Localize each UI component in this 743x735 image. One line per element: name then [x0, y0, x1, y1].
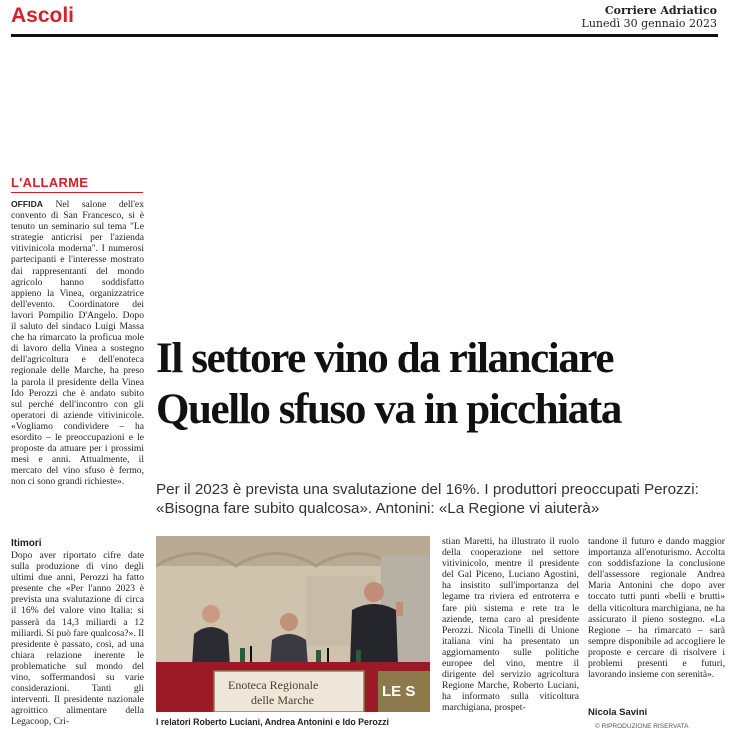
publication-date: Lunedì 30 gennaio 2023 [581, 17, 717, 30]
subheading: Itimori [11, 538, 42, 549]
body-column-1: Dopo aver riportato cifre date sulla produzione di vino degli ultimi due anni, Perozzi ha fatto presente che «Per l'anno 2023 è prevista una svalutazione di circa il 16% del valore vino Italia: si passerà da 14,3 miliardi a 12 miliardi. Si può fare qualcosa?». Il presidente è passato, così, ad una chiara relazione inerente le problematiche sul mondo del vino, soffermandosi su varie considerazioni. Tanti gli interventi. Il presidente nazionale agroittico alimentare della Legacoop, Cri- [11, 550, 144, 728]
headline [156, 333, 726, 435]
photo-caption: I relatori Roberto Luciani, Andrea Antonini e Ido Perozzi [156, 717, 389, 727]
banner-text-2: delle Marche [251, 693, 314, 707]
headline-line-2: Quello sfuso va in picchiata [156, 386, 621, 433]
newspaper-name: Corriere Adriatico [604, 4, 717, 17]
body-column-3: tandone il futuro e dando maggior importanza all'enoturismo. Accolta con soddisfazione la conclusione dell'assessore regionale Andrea Maria Antonini che dopo aver toccato tutti punti «belli e brutti» della viticoltura marchigiana, ne ha assicurato il pieno sostegno. «La Regione – ha rimarcato – sarà sempre disponibile ad accogliere le proposte e cercare di risolvere i problemi presenti e futuri, lavorando insieme con serenità». [588, 536, 725, 681]
kicker-divider [11, 192, 143, 193]
conference-scene [156, 536, 430, 712]
body-column-2: stian Maretti, ha illustrato il ruolo della cooperazione nel settore vitivinicolo, mentre il presidente del Gal Piceno, Luciano Agostini, ha insistito sull'importanza del legame tra riviera ed entroterra e fare più sistema e rete tra le aziende, tema caro al presidente Perozzi. Nicola Tinelli di Unione italiana vini ha presentato un aggiornamento sulle politiche europee del vino, mentre il dirigente del servizio agricoltura Regione Marche, Roberto Luciani, ha informato sulla viticoltura marchigiana, prospet- [442, 536, 579, 714]
masthead [582, 4, 717, 30]
intro-text: Nel salone dell'ex convento di San Francesco, si è tenuto un seminario sul tema "Le strategie anticrisi per l'azienda vitivinicola moderna". I numerosi partecipanti e l'interesse mostrato dai rappresentanti del mondo agricolo hanno soddisfatto appieno la Vinea, organizzatrice dell'evento. Coordinatore dei lavori Pompilio D'Angelo. Dopo il saluto del sindaco Luigi Massa che ha rimarcato la proficua mole di lavoro della Vinea a sostegno dell'agricoltura e dell'enoteca regionale delle Marche, ha preso la parola il presidente della Vinea Ido Perozzi che è andato subito sul perché dell'incontro con gli operatori di aziende vitivinicole. «Vogliamo condividere – ha esordito – le preoccupazioni e le proposte da attuare per i prossimi mesi e anni. Attualmente, il mercato del vino sfuso è fermo, non ci sono grandi richieste». [11, 199, 144, 488]
header-divider [11, 34, 718, 37]
banner-text-3: LE S [382, 683, 416, 700]
standfirst: Per il 2023 è prevista una svalutazione del 16%. I produttori preoccupati Perozzi: «Bisogna fare subito qualcosa». Antonini: «La Regione vi aiuterà» [156, 481, 699, 517]
section-title: Ascoli [11, 4, 75, 27]
dateline-place: OFFIDA [11, 199, 43, 209]
event-photo [156, 536, 430, 712]
intro-column [11, 199, 144, 487]
kicker: L'ALLARME [11, 175, 89, 190]
banner-text-1: Enoteca Regionale [228, 678, 319, 692]
headline-line-1: Il settore vino da rilanciare [156, 335, 614, 382]
copyright-notice: © RIPRODUZIONE RISERVATA [595, 723, 689, 730]
author-signature: Nicola Savini [588, 707, 648, 718]
